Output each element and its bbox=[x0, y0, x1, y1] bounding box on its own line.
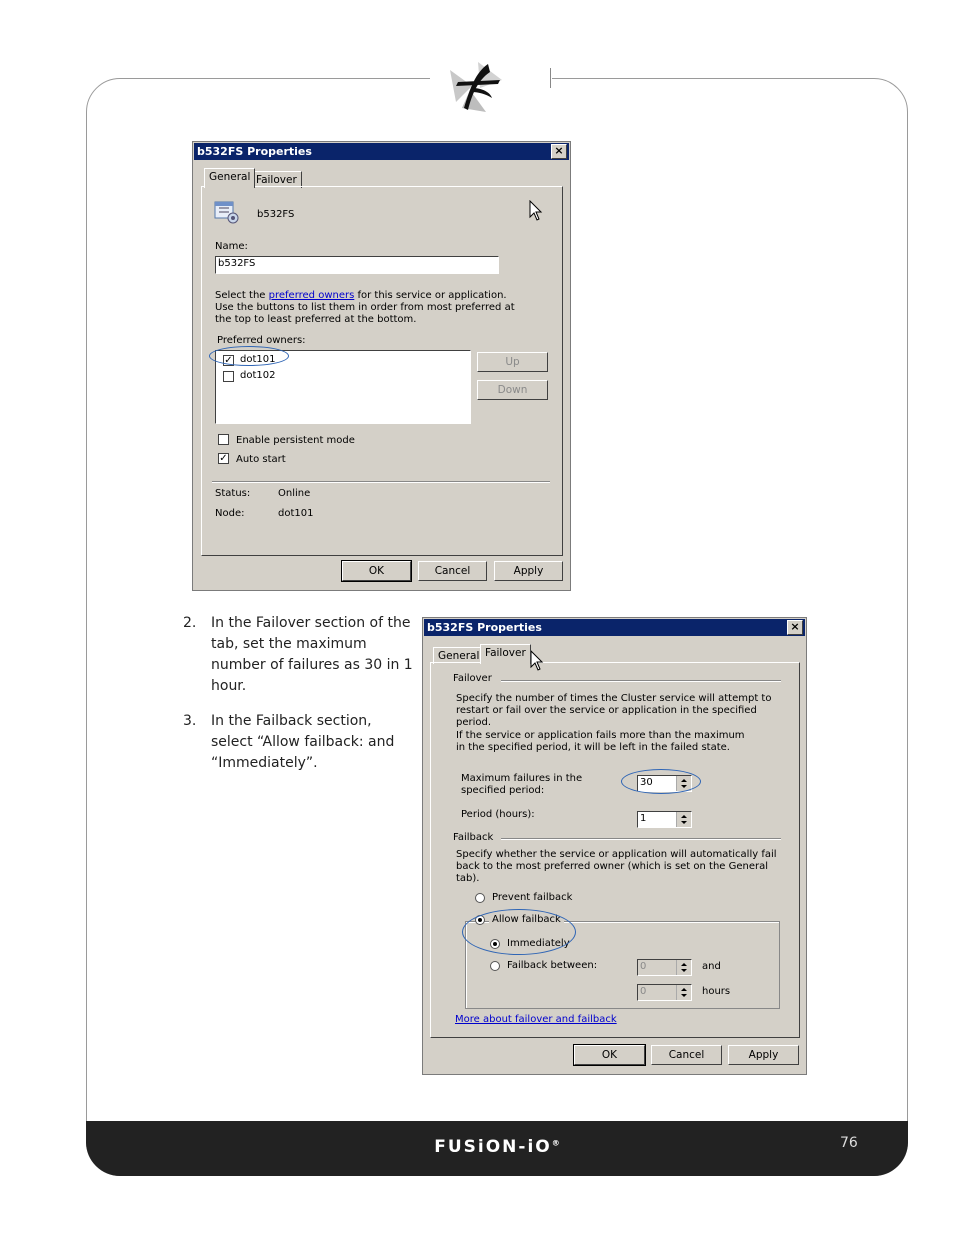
hours-label: hours bbox=[702, 986, 731, 997]
dialog-title-bar bbox=[424, 619, 805, 636]
and-label: and bbox=[702, 961, 721, 972]
spinner-icon[interactable] bbox=[676, 812, 691, 827]
divider bbox=[501, 680, 781, 682]
mouse-cursor-icon bbox=[530, 650, 544, 672]
ok-button[interactable]: OK bbox=[342, 561, 411, 581]
persistent-mode-checkbox[interactable] bbox=[218, 434, 229, 445]
failover-description: If the service or application fails more than the maximum in the specified period, it will be left in the failed state. bbox=[456, 730, 745, 753]
owner-checkbox[interactable]: ✓ bbox=[224, 355, 233, 366]
properties-dialog-failover bbox=[422, 617, 807, 1075]
preferred-owners-label: Preferred owners: bbox=[217, 335, 306, 346]
cancel-button[interactable]: Cancel bbox=[651, 1045, 722, 1065]
instructions-list bbox=[183, 613, 413, 788]
node-value: dot101 bbox=[278, 508, 314, 519]
owner-name: dot102 bbox=[240, 370, 276, 381]
spinner-icon[interactable] bbox=[676, 960, 691, 975]
apply-button[interactable]: Apply bbox=[494, 561, 563, 581]
highlight-oval bbox=[209, 346, 289, 366]
close-icon[interactable]: × bbox=[787, 620, 803, 635]
tab-failover[interactable]: Failover bbox=[251, 171, 302, 188]
divider bbox=[501, 838, 781, 840]
cancel-button[interactable]: Cancel bbox=[418, 561, 487, 581]
general-tab-panel bbox=[201, 186, 563, 556]
immediately-label: Immediately bbox=[507, 938, 570, 949]
failover-description: Specify the number of times the Cluster service will attempt to restart or fail over the service or application in the specified period. bbox=[456, 693, 772, 728]
tab-failover[interactable]: Failover bbox=[480, 644, 531, 664]
max-failures-field[interactable]: 30 bbox=[637, 775, 692, 792]
auto-start-label: Auto start bbox=[236, 454, 286, 465]
period-label: Period (hours): bbox=[461, 809, 535, 820]
failback-heading: Failback bbox=[453, 832, 494, 843]
page-footer bbox=[86, 1121, 908, 1176]
page-number: 76 bbox=[840, 1135, 858, 1151]
name-field[interactable]: b532FS bbox=[215, 256, 499, 274]
preferred-owners-description: Select the preferred owners for this service or application. Use the buttons to list them in order from most preferred at the top to least preferred at the bottom. bbox=[215, 290, 515, 325]
instruction-step: 2. In the Failover section of the tab, set the maximum number of failures as 30 in 1 hour. bbox=[183, 615, 413, 694]
brand-wordmark: FUSiON-iO® bbox=[434, 1137, 560, 1157]
mouse-cursor-icon bbox=[529, 200, 543, 222]
auto-start-checkbox[interactable]: ✓ bbox=[219, 453, 228, 464]
divider bbox=[212, 481, 550, 483]
failback-description: Specify whether the service or application will automatically fail back to the most preferred owner (which is set on the General tab). bbox=[456, 849, 777, 884]
owner-name: dot101 bbox=[240, 354, 276, 365]
more-about-failover-link[interactable]: More about failover and failback bbox=[455, 1014, 617, 1025]
close-icon[interactable]: × bbox=[551, 144, 567, 159]
fusion-io-logo-icon bbox=[442, 58, 512, 116]
owner-checkbox[interactable] bbox=[223, 371, 234, 382]
highlight-oval bbox=[462, 909, 576, 955]
max-failures-label: Maximum failures in the specified period: bbox=[461, 773, 583, 796]
allow-failback-label: Allow failback bbox=[489, 914, 564, 926]
failover-tab-panel bbox=[430, 662, 800, 1038]
dialog-title: b532FS Properties bbox=[427, 621, 542, 634]
failback-between-label: Failback between: bbox=[507, 960, 598, 971]
prevent-failback-label: Prevent failback bbox=[492, 892, 573, 903]
failback-end-field[interactable]: 0 bbox=[637, 984, 692, 1001]
prevent-failback-radio[interactable] bbox=[475, 893, 485, 903]
failover-heading: Failover bbox=[453, 673, 492, 684]
dialog-title: b532FS Properties bbox=[197, 145, 312, 158]
status-label: Status: bbox=[215, 488, 251, 499]
period-field[interactable]: 1 bbox=[637, 811, 692, 828]
ok-button[interactable]: OK bbox=[574, 1045, 645, 1065]
frame-tick bbox=[550, 68, 551, 88]
properties-dialog-general bbox=[192, 141, 571, 591]
name-label: Name: bbox=[215, 241, 248, 252]
apply-button[interactable]: Apply bbox=[728, 1045, 799, 1065]
failback-start-field[interactable]: 0 bbox=[637, 959, 692, 976]
instruction-step: 3. In the Failback section, select “Allow failback: and “Immediately”. bbox=[183, 713, 395, 771]
node-label: Node: bbox=[215, 508, 245, 519]
spinner-icon[interactable] bbox=[676, 985, 691, 1000]
failback-between-radio[interactable] bbox=[490, 961, 500, 971]
tab-general[interactable]: General bbox=[433, 647, 484, 664]
resource-icon bbox=[214, 199, 240, 225]
dialog-title-bar bbox=[194, 143, 569, 160]
preferred-owners-link[interactable]: preferred owners bbox=[268, 290, 355, 301]
tab-general[interactable]: General bbox=[204, 168, 255, 188]
status-value: Online bbox=[278, 488, 311, 499]
highlight-oval bbox=[621, 769, 701, 794]
persistent-mode-label: Enable persistent mode bbox=[236, 435, 355, 446]
move-down-button[interactable]: Down bbox=[477, 380, 548, 400]
resource-name: b532FS bbox=[257, 209, 295, 220]
move-up-button[interactable]: Up bbox=[477, 352, 548, 372]
